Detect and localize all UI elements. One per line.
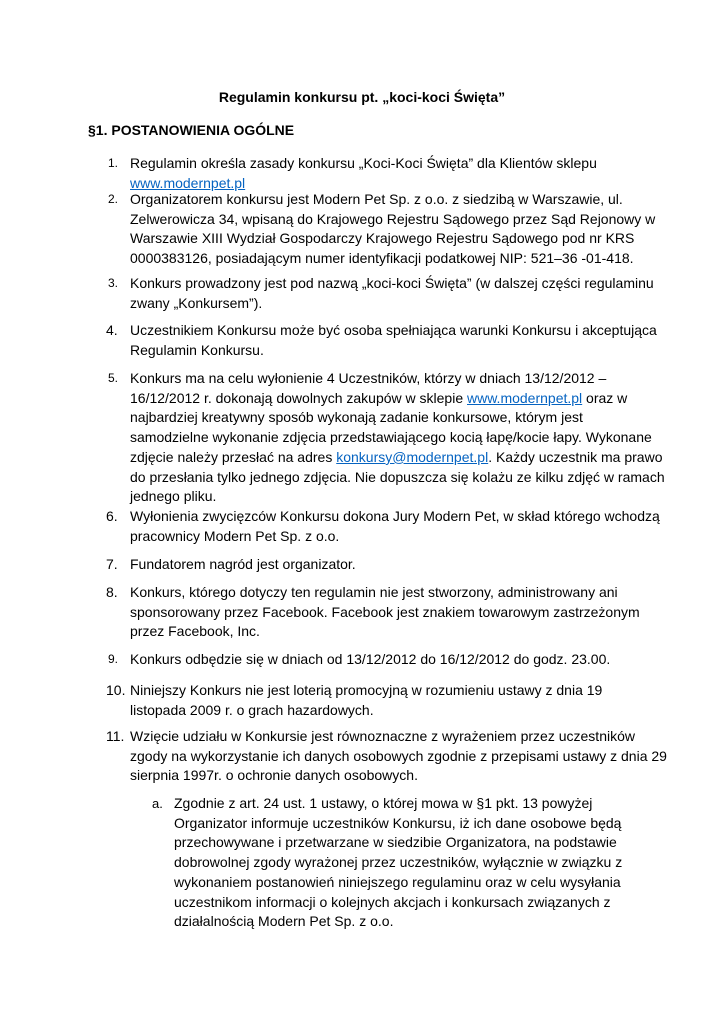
list-item-1-line: Regulamin określa zasady konkursu „Koci-Koci Święta” dla Klientów sklepu <box>130 155 597 171</box>
list-item-5-line: samodzielne wykonanie zdjęcia przedstawiającego kocią łapę/kocie łapy. Wykonane <box>130 429 652 446</box>
list-item-5-text: 16/12/2012 r. dokonają dowolnych zakupów w sklepie <box>130 389 467 406</box>
list-item-10 <box>130 681 640 720</box>
list-item-7 <box>130 555 640 575</box>
list-number-9: 9. <box>108 652 119 666</box>
list-number-7: 7. <box>106 556 118 572</box>
list-item-1 <box>130 154 640 193</box>
list-item-2-line: Warszawie XIII Wydział Gospodarczy Krajowego Rejestru Sądowego pod nr KRS <box>130 230 635 247</box>
list-item-11 <box>130 727 667 786</box>
sub-item-a-line: dobrowolnej zgody wyrażonej przez uczestników, wyłącznie w związku z <box>174 854 623 871</box>
list-item-6-line: Wyłonienia zwycięzców Konkursu dokona Jury Modern Pet, w skład którego wchodzą <box>130 508 660 524</box>
sub-item-a-line: Organizator informuje uczestników Konkursu, iż ich dane osobowe będą <box>174 814 622 831</box>
list-number-8: 8. <box>106 584 118 600</box>
list-item-5-text: oraz w <box>582 389 628 406</box>
list-item-8-line: przez Facebook, Inc. <box>130 623 260 640</box>
sub-item-letter-a: a. <box>152 796 163 811</box>
list-item-5 <box>130 369 665 507</box>
sub-item-a <box>174 794 623 932</box>
list-number-6: 6. <box>106 508 118 524</box>
list-item-4-line: Regulamin Konkursu. <box>130 341 264 358</box>
sub-item-a-line: przechowywane i przetwarzane w siedzibie Organizatora, na podstawie <box>174 834 617 851</box>
list-item-11-line: sierpnia 1997r. o ochronie danych osobowych. <box>130 767 418 784</box>
list-number-3: 3. <box>108 276 119 290</box>
list-item-8-line: sponsorowany przez Facebook. Facebook jest znakiem towarowym zastrzeżonym <box>130 603 640 620</box>
list-item-3-line: Konkurs prowadzony jest pod nazwą „koci-koci Święta” (w dalszej części regulaminu <box>130 275 654 291</box>
list-item-11-line: zgody na wykorzystanie ich danych osobowych zgodnie z przepisami ustawy z dnia 29 <box>130 747 667 764</box>
list-item-3-line: zwany „Konkursem”). <box>130 294 263 311</box>
modernpet-link[interactable]: www.modernpet.pl <box>130 174 246 191</box>
list-number-2: 2. <box>108 192 119 206</box>
list-number-10: 10. <box>106 682 126 698</box>
modernpet-link[interactable]: www.modernpet.pl <box>467 389 583 406</box>
sub-item-a-line: działalnością Modern Pet Sp. z o.o. <box>174 913 394 930</box>
sub-item-a-line: uczestnikom informacji o kolejnych akcjach i konkursach związanych z <box>174 893 611 910</box>
document-title: Regulamin konkursu pt. „koci-koci Święta” <box>218 89 506 105</box>
sub-item-a-line: Zgodnie z art. 24 ust. 1 ustawy, o której mowa w §1 pkt. 13 powyżej <box>174 795 593 811</box>
list-item-6 <box>130 507 660 546</box>
list-item-10-line: listopada 2009 r. o grach hazardowych. <box>130 701 374 718</box>
list-item-2-line: Zelwerowicza 34, wpisaną do Krajowego Rejestru Sądowego przez Sąd Rejonowy w <box>130 210 656 227</box>
list-item-2-line: 0000383126, posiadającym numer identyfikacji podatkowej NIP: 521–36 -01-418. <box>130 250 634 267</box>
list-item-8 <box>130 583 640 642</box>
list-item-4 <box>130 321 657 360</box>
sub-item-a-line: wykonaniem postanowień niniejszego regulaminu oraz w celu wysyłania <box>174 873 621 890</box>
list-item-5-line: do przesłania tylko jednego zdjęcia. Nie dopuszcza się kolażu ze kilku zdjęć w ramach <box>130 468 665 485</box>
section-heading: §1. POSTANOWIENIA OGÓLNE <box>88 122 295 138</box>
list-item-10-line: Niniejszy Konkurs nie jest loterią promocyjną w rozumieniu ustawy z dnia 19 <box>130 682 603 698</box>
list-number-4: 4. <box>106 322 118 338</box>
email-link[interactable]: konkursy@modernpet.pl <box>336 448 489 465</box>
list-number-1: 1. <box>108 156 119 170</box>
list-item-5-line: najbardziej kreatywny sposób wykonają zadanie konkursowe, którym jest <box>130 409 583 426</box>
list-item-4-line: Uczestnikiem Konkursu może być osoba spełniająca warunki Konkursu i akceptująca <box>130 322 657 338</box>
list-item-5-line: Konkurs ma na celu wyłonienie 4 Uczestników, którzy w dniach 13/12/2012 – <box>130 370 607 386</box>
list-item-6-line: pracownicy Modern Pet Sp. z o.o. <box>130 527 340 544</box>
list-item-9 <box>130 650 640 670</box>
list-item-7-line: Fundatorem nagród jest organizator. <box>130 556 356 572</box>
list-item-5-text: . Każdy uczestnik ma prawo <box>488 448 663 465</box>
list-item-3 <box>130 274 654 313</box>
list-number-11: 11. <box>106 728 125 744</box>
list-item-8-line: Konkurs, którego dotyczy ten regulamin nie jest stworzony, administrowany ani <box>130 584 618 600</box>
list-number-5: 5. <box>108 371 119 385</box>
list-item-2 <box>130 190 656 269</box>
list-item-2-line: Organizatorem konkursu jest Modern Pet Sp. z o.o. z siedzibą w Warszawie, ul. <box>130 191 623 207</box>
list-item-9-line: Konkurs odbędzie się w dniach od 13/12/2012 do 16/12/2012 do godz. 23.00. <box>130 651 611 667</box>
list-item-5-text: zdjęcie należy przesłać na adres <box>130 448 337 465</box>
list-item-5-line: jednego pliku. <box>130 488 217 505</box>
list-item-11-line: Wzięcie udziału w Konkursie jest równoznaczne z wyrażeniem przez uczestników <box>130 728 635 744</box>
